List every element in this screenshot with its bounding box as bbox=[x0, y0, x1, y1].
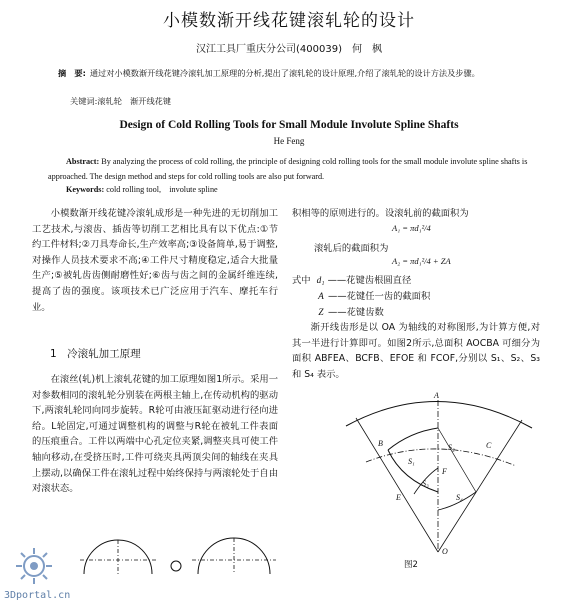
chord-line bbox=[438, 428, 476, 492]
abstract-en-label: Abstract: bbox=[66, 157, 100, 166]
abstract-cn-label: 摘 要: bbox=[58, 68, 86, 78]
paper-title: 小模数渐开线花键滚轧轮的设计 bbox=[163, 11, 415, 31]
right-paragraph bbox=[292, 320, 540, 382]
legend-text: ——花键齿数 bbox=[328, 307, 384, 318]
right-paragraph-text: 渐开线齿形是以 OA 为轴线的对称图形,为计算方便,对其一半进行计算即可。如图2所示,总面积 AOCBA 可细分为面积 ABFEA、BCFB、EFOE 和 FCOF,分别以 S₁、S₂、S₃ 和 S₄ 表示。 bbox=[292, 322, 540, 380]
right-intro-text: 积相等的原则进行的。设滚轧前的截面积为 bbox=[292, 208, 469, 219]
keywords-en-text: cold rolling tool, involute spline bbox=[106, 185, 218, 194]
legend-prefix: 式中 bbox=[292, 275, 311, 286]
legend-symbol: A bbox=[318, 292, 324, 302]
intro-paragraph bbox=[32, 206, 278, 315]
abstract-en-text: By analyzing the process of cold rolling, the principle of designing cold rolling tools for the small module involute spline shafts is approached. The design method and steps for cold rolling tools are also put forward. bbox=[48, 157, 528, 181]
section-1-text: 在滚丝(轧)机上滚轧花键的加工原理如图1所示。采用一对参数相同的滚轧轮分别装在两根主轴上,在传动机构的驱动下,两滚轧轮同向同步旋转。R轮可由液压缸驱动进行径向进给。L轮固定,可通过调整机构的调整与R轮在被轧工件表面的压痕重合。工件以两端中心孔定位夹紧,调整夹具可使工件轴向移动,在受挤压时,工件可绕夹具两顶尖间的轴线在夹具上摆动,以确保工件在滚轧过程中始终保持与两滚轮处于自由对滚状态。 bbox=[32, 374, 278, 495]
fig2-label: O bbox=[442, 547, 448, 556]
fig2-label: A bbox=[434, 391, 439, 400]
legend-text: ——花键齿根圆直径 bbox=[327, 275, 412, 286]
abstract-en bbox=[48, 154, 528, 184]
keywords-en-label: Keywords: bbox=[66, 185, 105, 194]
section-1-heading: 1 冷滚轧加工原理 bbox=[50, 348, 141, 360]
legend-line-3 bbox=[314, 304, 384, 318]
legend-symbol: d₁ bbox=[316, 276, 325, 286]
keywords-cn-label: 关键词: bbox=[70, 96, 98, 106]
fig2-label: F bbox=[442, 467, 447, 476]
author-line: 汉江工具厂重庆分公司(400039) 何 枫 bbox=[196, 44, 382, 55]
tooth-tip bbox=[388, 428, 438, 450]
fig2-label: S₄ bbox=[456, 493, 463, 502]
legend-text: ——花键任一齿的截面积 bbox=[328, 291, 431, 302]
formula-2: A₂ = πd₁²/4 + ZA bbox=[392, 256, 451, 266]
fig2-label: S₃ bbox=[422, 479, 429, 488]
keywords-cn-text: 滚轧轮 渐开线花键 bbox=[97, 96, 172, 106]
english-author: He Feng bbox=[273, 136, 305, 146]
abstract-cn bbox=[58, 66, 528, 80]
english-title: Design of Cold Rolling Tools for Small Module Involute Spline Shafts bbox=[119, 119, 459, 131]
outer-arc bbox=[346, 401, 532, 428]
legend-symbol: Z bbox=[318, 308, 324, 318]
keywords-en bbox=[66, 184, 218, 195]
figure-1-fragment bbox=[80, 526, 280, 574]
intro-text: 小模数渐开线花键冷滚轧成形是一种先进的无切削加工工艺技术,与滚齿、插齿等切削工艺相比具有以下优点:①节约工件材料;②刀具寿命长,生产效率高;③设备简单,易于调整,对操作人员技术要求不高;④工件尺寸精度稳定,适合大批量生产;⑤被轧齿齿侧耐磨性好;⑥齿与齿之间的金属纤维连续,提高了齿的强度。该项技术已广泛应用于汽车、摩托车行业。 bbox=[32, 208, 278, 313]
fig2-label: S₁ bbox=[408, 457, 415, 466]
fig2-label: B bbox=[378, 439, 383, 448]
legend-line-1 bbox=[292, 272, 411, 286]
right-intro bbox=[292, 206, 540, 222]
radial-line-right bbox=[438, 420, 522, 552]
legend-line-2 bbox=[314, 288, 430, 302]
figure-2-caption: 图2 bbox=[404, 560, 418, 570]
keywords-cn bbox=[70, 96, 171, 107]
right-after-text: 滚轧后的截面积为 bbox=[314, 243, 389, 254]
fig2-label: E bbox=[396, 493, 401, 502]
watermark-text: 3Dportal.cn bbox=[4, 590, 71, 601]
watermark-logo-icon bbox=[12, 546, 56, 588]
workpiece-circle bbox=[171, 561, 181, 571]
formula-1: A₁ = πd₁²/4 bbox=[392, 223, 431, 233]
figure-2 bbox=[326, 388, 554, 556]
section-1-paragraph bbox=[32, 372, 278, 497]
fig2-label: S₂ bbox=[448, 443, 455, 452]
fig2-label: C bbox=[486, 441, 492, 450]
abstract-cn-text: 通过对小模数渐开线花键冷滚轧加工原理的分析,提出了滚轧轮的设计原理,介绍了滚轧轮的设计方法及步骤。 bbox=[89, 68, 480, 78]
